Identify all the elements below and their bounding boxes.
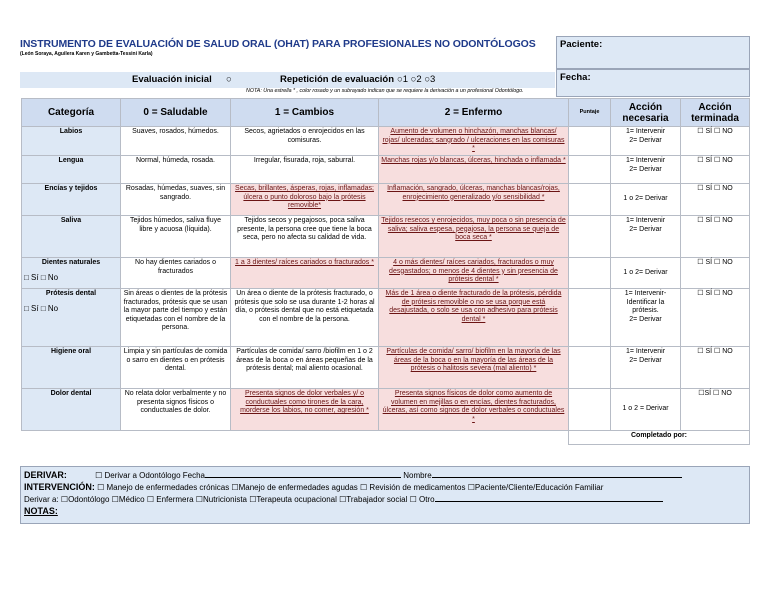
unhealthy-cell bbox=[379, 127, 569, 156]
spacer-cell bbox=[22, 431, 569, 445]
unhealthy-text: Manchas rojas y/o blancas, úlceras, hinchada o inflamada * bbox=[381, 157, 566, 164]
completado-label: Completado por: bbox=[631, 432, 687, 439]
table-row bbox=[22, 389, 750, 431]
category-cell bbox=[22, 347, 121, 389]
action-cell bbox=[611, 184, 681, 216]
intervencion-options[interactable]: ☐ Manejo de enfermedades crónicas ☐Manejo de enfermedades agudas ☐ Revisión de medicamentos ☐Paciente/Cliente/Educación Familiar bbox=[97, 483, 604, 492]
table-row bbox=[22, 289, 750, 347]
category-name: Dolor dental bbox=[50, 390, 92, 397]
changes-text: Secas, brillantes, ásperas, rojas, inflamadas; úlcera o punto doloroso bajo la prótesis removible* bbox=[235, 185, 374, 210]
unhealthy-cell bbox=[379, 184, 569, 216]
done-cell[interactable]: ☐ SÍ ☐ NO bbox=[681, 289, 750, 347]
score-cell[interactable] bbox=[569, 184, 611, 216]
footer-section bbox=[20, 466, 750, 524]
changes-text: Presenta signos de dolor verbales y/ o conductuales como tirones de la cara, morderse los labios, no comer, agresión * bbox=[240, 390, 369, 415]
col-cambios: 1 = Cambios bbox=[231, 99, 379, 127]
paciente-label: Paciente: bbox=[560, 39, 603, 50]
done-cell[interactable]: ☐ SÍ ☐ NO bbox=[681, 184, 750, 216]
healthy-cell: Suaves, rosados, húmedos. bbox=[121, 127, 231, 156]
changes-cell: Irregular, fisurada, roja, saburral. bbox=[231, 156, 379, 184]
col-accion: Acción necesaria bbox=[611, 99, 681, 127]
unhealthy-text: Presenta signos físicos de dolor como aumento de volumen en mejillas o en encías, dientes fracturados, úlceras, así como signos de dolor verbales o conductuales * bbox=[382, 390, 565, 423]
action-text: 1 o 2 = Derivar bbox=[622, 405, 669, 413]
changes-text: 1 a 3 dientes/ raíces cariados o fracturados * bbox=[235, 259, 374, 266]
changes-cell bbox=[231, 258, 379, 289]
unhealthy-cell bbox=[379, 258, 569, 289]
score-cell[interactable] bbox=[569, 258, 611, 289]
unhealthy-text: Tejidos resecos y enrojecidos, muy poca o sin presencia de saliva; saliva espesa, pegajosa, la persona se queja de boca seca * bbox=[381, 217, 566, 242]
paciente-field[interactable] bbox=[556, 36, 750, 69]
intervencion-label: INTERVENCIÓN: bbox=[24, 482, 95, 492]
table-row bbox=[22, 258, 750, 289]
action-text: 1= Intervenir 2= Derivar bbox=[625, 348, 666, 364]
action-cell bbox=[611, 258, 681, 289]
col-categoria: Categoría bbox=[22, 99, 121, 127]
fecha-label: Fecha: bbox=[560, 72, 591, 83]
action-text: 1 o 2= Derivar bbox=[623, 195, 668, 203]
category-cell bbox=[22, 389, 121, 431]
category-name: Prótesis dental bbox=[45, 290, 97, 297]
changes-cell bbox=[231, 184, 379, 216]
action-cell bbox=[611, 127, 681, 156]
done-cell[interactable]: ☐ SÍ ☐ NO bbox=[681, 258, 750, 289]
category-name: Encías y tejidos bbox=[44, 185, 98, 192]
category-cell bbox=[22, 258, 121, 289]
score-cell[interactable] bbox=[569, 389, 611, 431]
nombre-label: Nombre bbox=[403, 471, 432, 480]
derivation-note: NOTA: Una estrella * , color rosado y un subrayado indican que se requiere la derivación a un profesional Odontólogo. bbox=[246, 88, 524, 94]
unhealthy-cell bbox=[379, 156, 569, 184]
unhealthy-text: Más de 1 área o diente fracturado de la prótesis, pérdida de prótesis removible o no se usa porque está desajustada, o solo se usa con adhesivo para prótesis dental * bbox=[385, 290, 562, 323]
completado-cell[interactable] bbox=[569, 431, 750, 445]
category-options[interactable]: □ Sí □ No bbox=[24, 303, 59, 313]
done-cell[interactable]: ☐ SÍ ☐ NO bbox=[681, 216, 750, 258]
category-name: Labios bbox=[59, 128, 83, 135]
col-puntaje: Puntaje bbox=[569, 99, 611, 127]
category-cell bbox=[22, 127, 121, 156]
category-options[interactable]: □ Sí □ No bbox=[24, 272, 59, 282]
healthy-cell: Normal, húmeda, rosada. bbox=[121, 156, 231, 184]
changes-cell: Partículas de comida/ sarro /biofilm en 1 o 2 áreas de la boca o en áreas pequeñas de la prótesis dental; mal aliento ocasional. bbox=[231, 347, 379, 389]
completado-row bbox=[22, 431, 750, 445]
unhealthy-text: Partículas de comida/ sarro/ biofilm en la mayoría de las áreas de la boca o en la mayoría de las áreas de la prótesis o halitosis severa (mal aliento) * bbox=[386, 348, 561, 373]
done-cell[interactable]: ☐SÍ ☐ NO bbox=[681, 389, 750, 431]
action-cell bbox=[611, 289, 681, 347]
changes-cell: Tejidos secos y pegajosos, poca saliva presente, la persona cree que tiene la boca seca, pero no afecta su calidad de vida. bbox=[231, 216, 379, 258]
category-cell bbox=[22, 156, 121, 184]
action-text: 1= Intervenir 2= Derivar bbox=[625, 217, 666, 233]
healthy-cell: Rosadas, húmedas, suaves, sin sangrado. bbox=[121, 184, 231, 216]
col-terminada: Acción terminada bbox=[681, 99, 750, 127]
category-name: Saliva bbox=[60, 217, 82, 224]
category-name: Dientes naturales bbox=[41, 259, 101, 266]
healthy-cell: No hay dientes cariados o fracturados bbox=[121, 258, 231, 289]
evaluation-row bbox=[20, 72, 555, 88]
unhealthy-cell bbox=[379, 289, 569, 347]
table-header bbox=[22, 99, 750, 127]
category-cell bbox=[22, 216, 121, 258]
col-enfermo: 2 = Enfermo bbox=[379, 99, 569, 127]
derivar-a-options[interactable]: Derivar a: ☐Odontólogo ☐Médico ☐ Enfermera ☐Nutricionista ☐Terapeuta ocupacional ☐Trabajador social ☐ Otro bbox=[24, 495, 435, 504]
done-cell[interactable]: ☐ SÍ ☐ NO bbox=[681, 347, 750, 389]
category-name: Lengua bbox=[58, 157, 84, 164]
score-cell[interactable] bbox=[569, 289, 611, 347]
authors: (León Soraya, Aguilera Karen y Gambetta-Tessini Karla) bbox=[20, 51, 153, 57]
healthy-cell: No relata dolor verbalmente y no presenta signos físicos o conductuales de dolor. bbox=[121, 389, 231, 431]
healthy-cell: Tejidos húmedos, saliva fluye libre y acuosa (líquida). bbox=[121, 216, 231, 258]
action-cell bbox=[611, 156, 681, 184]
nombre-input[interactable] bbox=[432, 470, 682, 478]
derivar-odontologo-checkbox[interactable]: ☐ Derivar a Odontólogo Fecha bbox=[95, 471, 205, 480]
category-cell bbox=[22, 184, 121, 216]
table-row bbox=[22, 216, 750, 258]
unhealthy-cell bbox=[379, 347, 569, 389]
score-cell[interactable] bbox=[569, 216, 611, 258]
repeticion-options[interactable]: ○1 ○2 ○3 bbox=[397, 74, 436, 85]
healthy-cell: Sin áreas o dientes de la prótesis fracturados, prótesis que se usan la mayor parte del tiempo y están etiquetadas con el nombre de la persona. bbox=[121, 289, 231, 347]
eval-inicial-radio[interactable]: ○ bbox=[226, 74, 232, 85]
table-row bbox=[22, 347, 750, 389]
title-block bbox=[20, 38, 552, 57]
changes-cell bbox=[231, 389, 379, 431]
changes-cell: Un área o diente de la prótesis fracturado, o prótesis que solo se usa durante 1-2 horas al día, o prótesis dental que no está etiquetada con el nombre de la persona. bbox=[231, 289, 379, 347]
action-cell bbox=[611, 347, 681, 389]
notas-label: NOTAS: bbox=[24, 506, 58, 516]
category-cell bbox=[22, 289, 121, 347]
action-text: 1= Intervenir 2= Derivar bbox=[625, 157, 666, 173]
unhealthy-text: 4 o más dientes/ raíces cariados, fracturados o muy desgastados; o menos de 4 dientes y sin presencia de prótesis dental * bbox=[389, 259, 558, 284]
eval-inicial-label: Evaluación inicial bbox=[132, 74, 212, 85]
changes-cell: Secos, agrietados o enrojecidos en las comisuras. bbox=[231, 127, 379, 156]
table-row bbox=[22, 156, 750, 184]
table-row bbox=[22, 184, 750, 216]
action-text: 1 o 2= Derivar bbox=[623, 268, 668, 276]
action-text: 1= Intervenir- Identificar la prótesis. 2= Derivar bbox=[624, 290, 667, 323]
unhealthy-text: Aumento de volumen o hinchazón, manchas blancas/ rojas/ ulceradas; sangrado / ulceraciones en las comisuras * bbox=[382, 128, 565, 153]
score-cell[interactable] bbox=[569, 347, 611, 389]
repeticion-label: Repetición de evaluación bbox=[280, 74, 395, 85]
done-cell[interactable]: ☐ SÍ ☐ NO bbox=[681, 156, 750, 184]
unhealthy-text: Inflamación, sangrado, úlceras, manchas blancas/rojas, enrojecimiento generalizado y/o sensibilidad * bbox=[387, 185, 560, 201]
document-title: INSTRUMENTO DE EVALUACIÓN DE SALUD ORAL (OHAT) PARA PROFESIONALES NO ODONTÓLOGOS bbox=[20, 38, 536, 50]
action-cell bbox=[611, 216, 681, 258]
col-saludable: 0 = Saludable bbox=[121, 99, 231, 127]
healthy-cell: Limpia y sin partículas de comida o sarro en dientes o en prótesis dental. bbox=[121, 347, 231, 389]
otro-input[interactable] bbox=[435, 494, 663, 502]
score-cell[interactable] bbox=[569, 127, 611, 156]
category-name: Higiene oral bbox=[50, 348, 92, 355]
derivar-fecha-input[interactable] bbox=[205, 470, 401, 478]
table-row bbox=[22, 127, 750, 156]
action-cell bbox=[611, 389, 681, 431]
ohat-table bbox=[21, 98, 750, 445]
score-cell[interactable] bbox=[569, 156, 611, 184]
fecha-field[interactable] bbox=[556, 69, 750, 97]
unhealthy-cell bbox=[379, 216, 569, 258]
derivar-label: DERIVAR: bbox=[24, 470, 67, 480]
done-cell[interactable]: ☐ SÍ ☐ NO bbox=[681, 127, 750, 156]
unhealthy-cell bbox=[379, 389, 569, 431]
action-text: 1= Intervenir 2= Derivar bbox=[625, 128, 666, 144]
